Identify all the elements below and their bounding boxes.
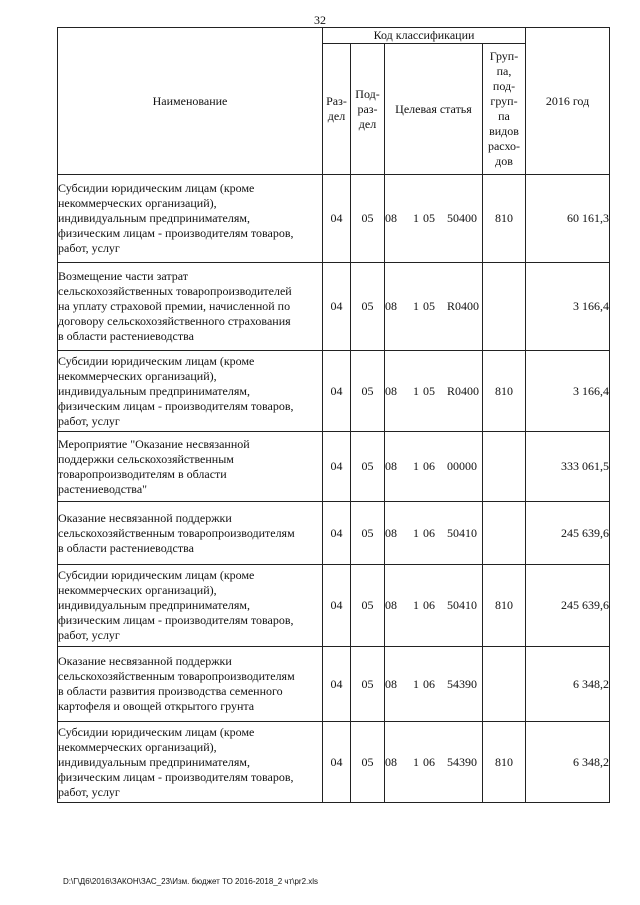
row-name: Субсидии юридическим лицам (кроме некоммерческих организаций), индивидуальным предпринимателям, физическим лицам - производителям товаров, работ, услуг (58, 565, 323, 647)
row-group: 810 (483, 351, 526, 432)
row-podrazdel: 05 (351, 351, 385, 432)
row-amount: 245 639,6 (526, 502, 610, 565)
table-row (58, 175, 610, 263)
row-name: Субсидии юридическим лицам (кроме некоммерческих организаций), индивидуальным предпринимателям, физическим лицам - производителям товаров, работ, услуг (58, 175, 323, 263)
row-target-article: 08 1 06 50410 (385, 565, 483, 647)
row-target-article: 08 1 06 50410 (385, 502, 483, 565)
column-header-code: Код классификации (323, 28, 526, 44)
column-header-target: Целевая статья (385, 44, 483, 175)
budget-table (57, 27, 610, 803)
page-number: 32 (314, 13, 326, 27)
row-razdel: 04 (323, 351, 351, 432)
table-row (58, 502, 610, 565)
column-header-group: Груп- па, под- груп- па видов расхо- дов (483, 44, 526, 175)
row-podrazdel: 05 (351, 432, 385, 502)
file-path-footer: D:\Г\Д6\2016\ЗАКОН\ЗАС_23\Изм. бюджет ТО 2016-2018_2 чт\pr2.xls (63, 877, 319, 886)
row-group: 810 (483, 175, 526, 263)
row-amount: 3 166,4 (526, 351, 610, 432)
row-razdel: 04 (323, 722, 351, 803)
column-header-podrazdel: Под- раз- дел (351, 44, 385, 175)
table-row (58, 722, 610, 803)
row-group: 810 (483, 722, 526, 803)
row-podrazdel: 05 (351, 565, 385, 647)
column-header-name: Наименование (58, 28, 323, 175)
row-target-article: 08 1 06 54390 (385, 647, 483, 722)
row-name: Оказание несвязанной поддержки сельскохозяйственным товаропроизводителям в области развития производства семенного картофеля и овощей открытого грунта (58, 647, 323, 722)
row-target-article: 08 1 06 00000 (385, 432, 483, 502)
row-amount: 6 348,2 (526, 722, 610, 803)
row-podrazdel: 05 (351, 175, 385, 263)
row-target-article: 08 1 05 R0400 (385, 351, 483, 432)
row-amount: 6 348,2 (526, 647, 610, 722)
row-podrazdel: 05 (351, 722, 385, 803)
row-group (483, 432, 526, 502)
table-row (58, 351, 610, 432)
row-razdel: 04 (323, 502, 351, 565)
row-amount: 333 061,5 (526, 432, 610, 502)
row-target-article: 08 1 06 54390 (385, 722, 483, 803)
row-name: Субсидии юридическим лицам (кроме некоммерческих организаций), индивидуальным предпринимателям, физическим лицам - производителям товаров, работ, услуг (58, 722, 323, 803)
row-razdel: 04 (323, 647, 351, 722)
row-podrazdel: 05 (351, 263, 385, 351)
row-name: Субсидии юридическим лицам (кроме некоммерческих организаций), индивидуальным предпринимателям, физическим лицам - производителям товаров, работ, услуг (58, 351, 323, 432)
row-target-article: 08 1 05 R0400 (385, 263, 483, 351)
row-razdel: 04 (323, 432, 351, 502)
row-group (483, 263, 526, 351)
column-header-razdel: Раз- дел (323, 44, 351, 175)
row-group (483, 647, 526, 722)
row-amount: 60 161,3 (526, 175, 610, 263)
table-row (58, 565, 610, 647)
table-row (58, 432, 610, 502)
row-name: Мероприятие "Оказание несвязанной поддержки сельскохозяйственным товаропроизводителям в области растениеводства" (58, 432, 323, 502)
column-header-year: 2016 год (526, 28, 610, 175)
row-razdel: 04 (323, 175, 351, 263)
row-razdel: 04 (323, 263, 351, 351)
row-target-article: 08 1 05 50400 (385, 175, 483, 263)
row-name: Оказание несвязанной поддержки сельскохозяйственным товаропроизводителям в области растениеводства (58, 502, 323, 565)
table-row (58, 647, 610, 722)
row-name: Возмещение части затрат сельскохозяйственных товаропроизводителей на уплату страховой премии, начисленной по договору сельскохозяйственного страхования в области растениеводства (58, 263, 323, 351)
row-group (483, 502, 526, 565)
row-group: 810 (483, 565, 526, 647)
table-body (58, 175, 610, 803)
table-row (58, 263, 610, 351)
row-amount: 3 166,4 (526, 263, 610, 351)
row-podrazdel: 05 (351, 502, 385, 565)
row-amount: 245 639,6 (526, 565, 610, 647)
row-razdel: 04 (323, 565, 351, 647)
row-podrazdel: 05 (351, 647, 385, 722)
